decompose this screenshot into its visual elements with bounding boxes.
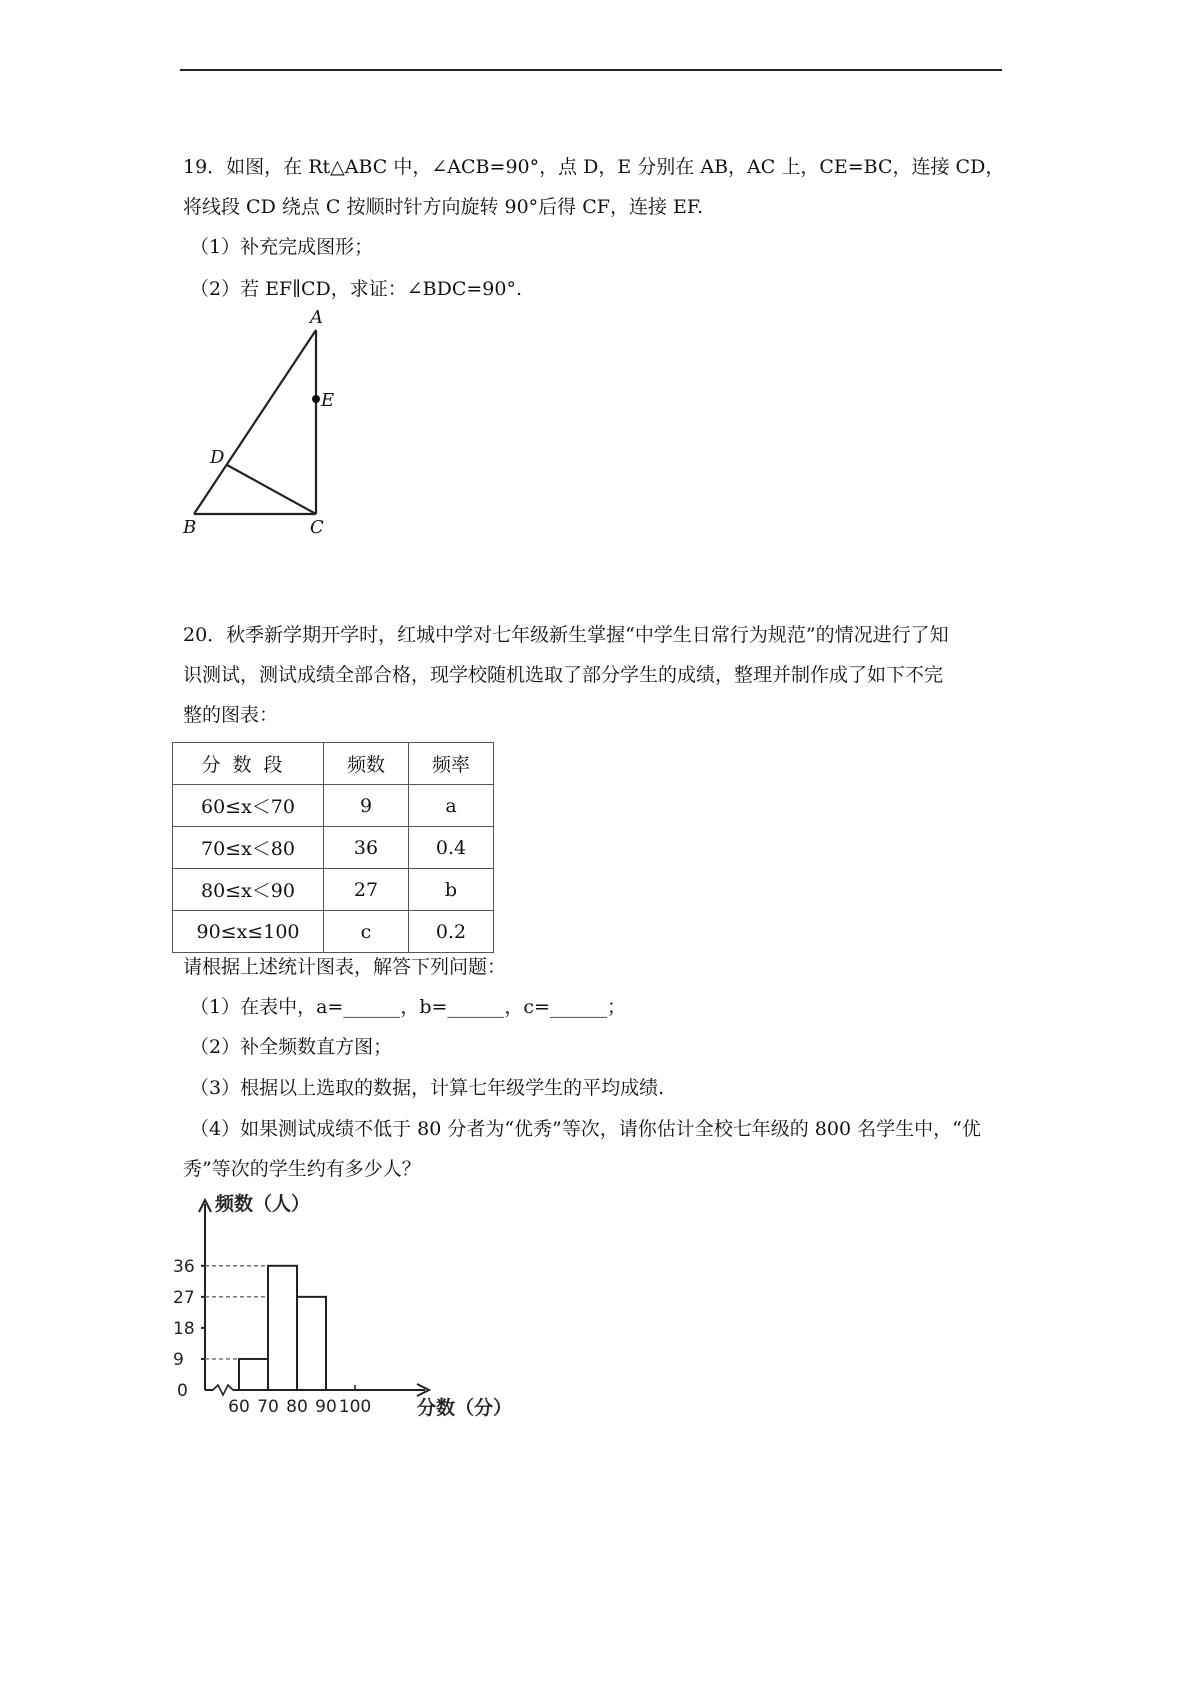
table-cell: a — [409, 785, 494, 827]
x-axis-label: 分数（分） — [417, 1397, 513, 1419]
frequency-table — [172, 742, 494, 953]
label-B: B — [183, 517, 197, 538]
y-tick-label: 0 — [177, 1381, 188, 1401]
histogram-bar — [239, 1359, 268, 1390]
table-header-cell: 频率 — [409, 743, 494, 785]
table-row — [173, 785, 494, 827]
q20-line1: 20．秋季新学期开学时，红城中学对七年级新生掌握“中学生日常行为规范”的情况进行了知 — [183, 624, 949, 646]
table-cell: 70≤x＜80 — [173, 827, 324, 869]
x-tick-label: 80 — [286, 1397, 308, 1417]
q20-part2: （2）补全频数直方图； — [190, 1036, 393, 1058]
histogram-bar — [268, 1266, 297, 1390]
triangle-figure — [180, 306, 350, 536]
axis-break — [213, 1385, 233, 1395]
table-cell: 60≤x＜70 — [173, 785, 324, 827]
y-axis-label: 频数（人） — [215, 1193, 311, 1215]
segment-AB — [194, 330, 316, 514]
y-tick-label: 36 — [173, 1256, 195, 1277]
histogram-bar — [297, 1297, 326, 1390]
label-D: D — [210, 447, 225, 468]
q19-line1: 19．如图，在 Rt△ABC 中，∠ACB=90°，点 D，E 分别在 AB，AC 上，CE=BC，连接 CD， — [183, 156, 1005, 178]
table-row — [173, 869, 494, 911]
q20-part3: （3）根据以上选取的数据，计算七年级学生的平均成绩. — [190, 1077, 665, 1099]
table-cell: 27 — [324, 869, 409, 911]
table-cell: 9 — [324, 785, 409, 827]
q19-part1: （1）补充完成图形； — [190, 236, 374, 258]
top-rule — [180, 69, 1002, 71]
table-header-row — [173, 743, 494, 785]
x-tick-label: 60 — [228, 1397, 250, 1417]
y-tick-label: 9 — [173, 1349, 184, 1370]
x-tick-label: 70 — [257, 1397, 279, 1417]
x-tick-label: 90 — [315, 1397, 337, 1417]
q20-line2: 识测试，测试成绩全部合格，现学校随机选取了部分学生的成绩，整理并制作成了如下不完 — [183, 664, 944, 686]
q20-part4-line1: （4）如果测试成绩不低于 80 分者为“优秀”等次，请你估计全校七年级的 800 名学生中，“优 — [190, 1118, 981, 1140]
q19-line2: 将线段 CD 绕点 C 按顺时针方向旋转 90°后得 CF，连接 EF. — [183, 196, 704, 218]
table-header-cell: 频数 — [324, 743, 409, 785]
table-cell: 0.2 — [409, 911, 494, 953]
table-cell: c — [324, 911, 409, 953]
segment-DC — [227, 465, 316, 514]
y-tick-label: 18 — [173, 1318, 195, 1339]
q20-part4-line2: 秀”等次的学生约有多少人？ — [183, 1158, 421, 1180]
table-row — [173, 827, 494, 869]
table-header-cell: 分数段 — [173, 743, 324, 785]
x-tick-label: 100 — [338, 1397, 372, 1417]
point-E-dot — [312, 395, 320, 403]
table-cell: 80≤x＜90 — [173, 869, 324, 911]
label-C: C — [310, 517, 324, 538]
q20-line3: 整的图表： — [183, 704, 279, 726]
y-tick-label: 27 — [173, 1287, 195, 1308]
table-cell: 36 — [324, 827, 409, 869]
q20-part1: （1）在表中，a=______，b=______，c=______； — [190, 996, 626, 1018]
table-cell: b — [409, 869, 494, 911]
q20-prompt: 请根据上述统计图表，解答下列问题： — [183, 956, 507, 978]
frequency-histogram — [175, 1190, 515, 1420]
table-cell: 0.4 — [409, 827, 494, 869]
q19-part2: （2）若 EF∥CD，求证：∠BDC=90°. — [190, 278, 523, 300]
label-A: A — [310, 307, 323, 328]
label-E: E — [321, 390, 335, 411]
table-row — [173, 911, 494, 953]
table-cell: 90≤x≤100 — [173, 911, 324, 953]
